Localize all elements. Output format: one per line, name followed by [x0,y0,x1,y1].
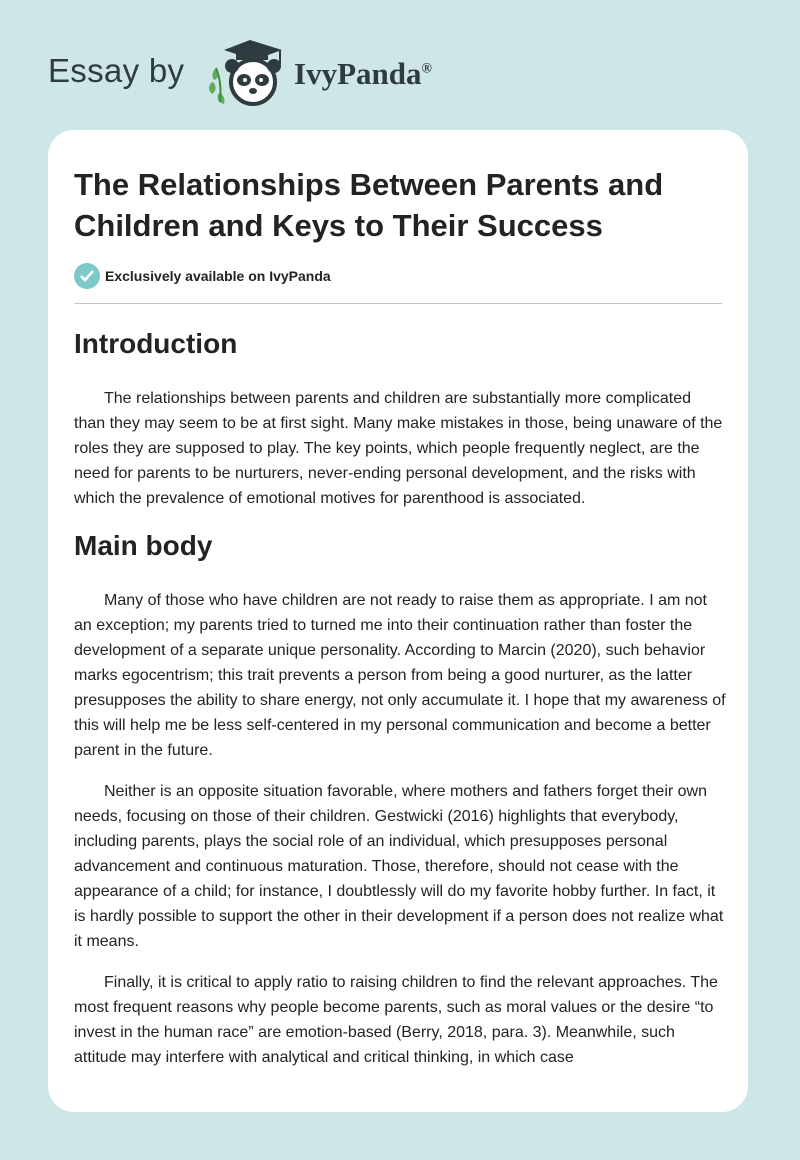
essay-title: The Relationships Between Parents and Children and Keys to Their Success [74,167,664,243]
essay-by-label: Essay by [48,52,185,89]
paragraph: The relationships between parents and children are substantially more complicated than they may seem to be at first sight. Many make mistakes in those, being unaware of the roles they are supposed to play. The key points, which people frequently neglect, are the need for parents to be nurturers, never-ending personal development, and the risks with which the prevalence of emotional motives for parenthood is associated. [74,390,723,507]
section-heading-introduction: Introduction [74,328,238,359]
paragraph: Many of those who have children are not ready to raise them as appropriate. I am not an exception; my parents tried to turned me into their continuation rather than foster the development of a separate unique personality. According to Marcin (2020), such behavior marks egocentrism; this trait prevents a person from being a good nurturer, as the latter presupposes the ability to share energy, not only accumulate it. I hope that my awareness of this will help me be less self-centered in my personal communication and become a better parent in the future. [74,592,726,759]
divider [74,303,722,304]
paragraph: Neither is an opposite situation favorable, where mothers and fathers forget their own needs, focusing on those of their children. Gestwicki (2016) highlights that everybody, including parents, plays the social role of an individual, which presupposes personal advancement and continuous maturation. Those, therefore, should not cease with the appearance of a child; for instance, I doubtlessly will do my favorite hobby further. In fact, it is hardly possible to support the other in their development if a person does not realize what it means. [74,783,724,950]
paragraph: Finally, it is critical to apply ratio to raising children to find the relevant approaches. The most frequent reasons why people become parents, such as moral values or the desire “to invest in the human race” are emotion-based (Berry, 2018, para. 3). Meanwhile, such attitude may interfere with analytical and critical thinking, in which case [74,974,718,1066]
brand-name[interactable]: IvyPanda® [294,56,432,91]
ivypanda-logo-icon[interactable] [202,38,292,108]
section-heading-main-body: Main body [74,530,213,561]
site-header [48,38,548,118]
check-icon [74,263,100,289]
exclusive-badge-text: Exclusively available on IvyPanda [105,268,331,284]
essay-card [48,130,748,1112]
